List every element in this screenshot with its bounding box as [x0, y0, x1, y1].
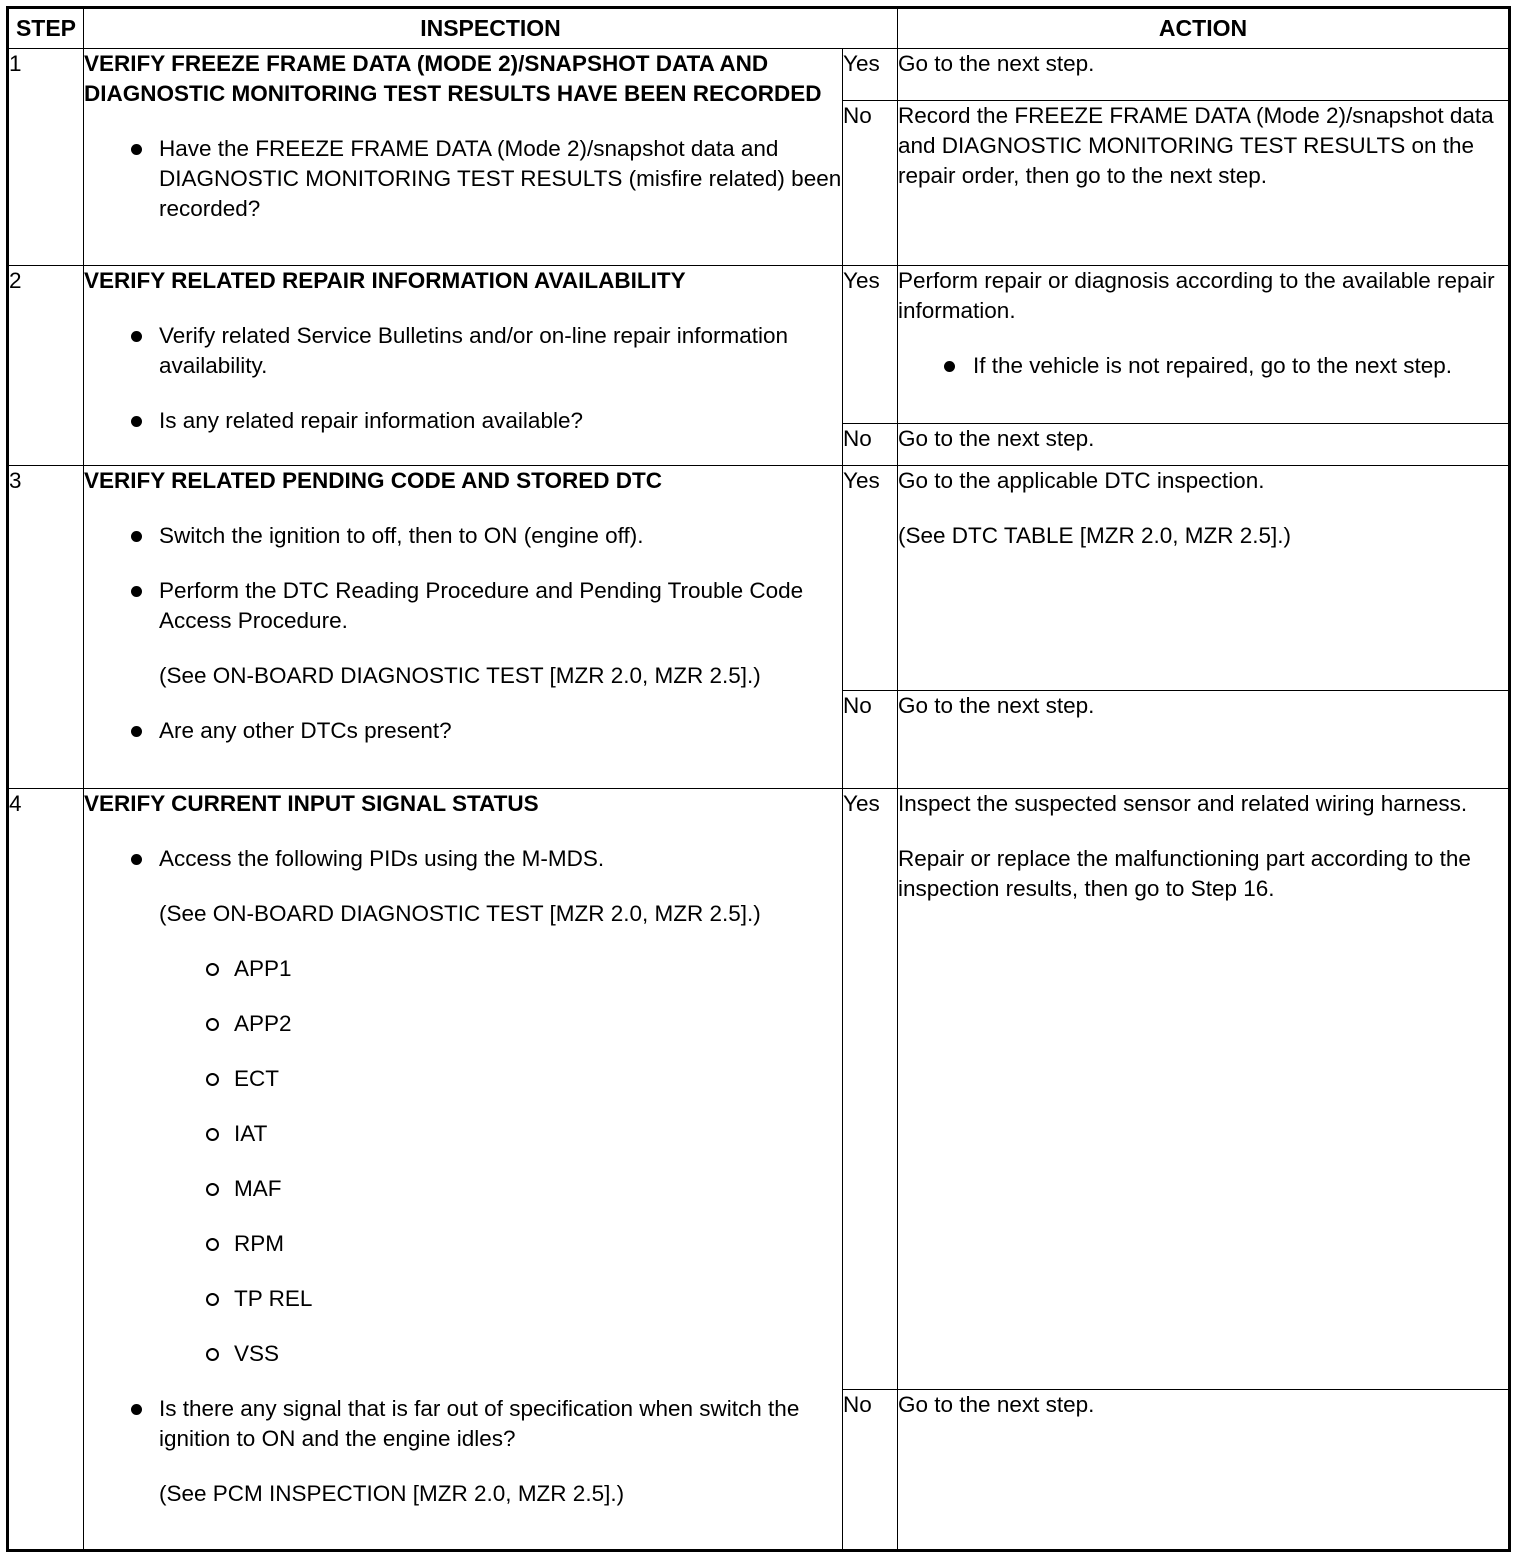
step-3-yes-row — [8, 465, 1510, 690]
bullet-item: Is any related repair information available? — [84, 406, 842, 436]
no-action: Go to the next step. — [898, 1389, 1510, 1550]
no-label: No — [843, 1389, 898, 1550]
step-number: 2 — [8, 266, 84, 465]
step-number: 3 — [8, 465, 84, 788]
step-4-yes-row — [8, 788, 1510, 1389]
see-reference: (See ON-BOARD DIAGNOSTIC TEST [MZR 2.0, MZR 2.5].) — [159, 662, 761, 688]
yes-action-cell — [898, 266, 1510, 423]
yes-action: Inspect the suspected sensor and related wiring harness. — [898, 790, 1468, 816]
yes-action-cell — [898, 788, 1510, 1389]
yes-label: Yes — [843, 49, 898, 101]
pid-item: VSS — [84, 1339, 842, 1369]
step-1-inspection — [84, 49, 843, 266]
pid-item: RPM — [84, 1229, 842, 1259]
yes-action-detail: Repair or replace the malfunctioning part according to the inspection results, then go to Step 16. — [898, 845, 1471, 901]
no-label: No — [843, 423, 898, 465]
pid-item: TP REL — [84, 1284, 842, 1314]
no-action: Go to the next step. — [898, 423, 1510, 465]
see-reference: (See ON-BOARD DIAGNOSTIC TEST [MZR 2.0, MZR 2.5].) — [159, 900, 761, 926]
yes-action: Go to the next step. — [898, 49, 1510, 101]
diagnostic-table — [6, 6, 1511, 1552]
no-label: No — [843, 101, 898, 266]
step-2-inspection — [84, 266, 843, 465]
pid-item: MAF — [84, 1174, 842, 1204]
yes-label: Yes — [843, 266, 898, 423]
pid-item: APP2 — [84, 1009, 842, 1039]
see-reference: (See DTC TABLE [MZR 2.0, MZR 2.5].) — [898, 522, 1292, 548]
step-1-yes-row — [8, 49, 1510, 101]
header-row — [8, 8, 1510, 49]
bullet-item: Are any other DTCs present? — [84, 716, 842, 746]
bullet-item: Switch the ignition to off, then to ON (engine off). — [84, 521, 842, 551]
step-title: VERIFY RELATED PENDING CODE AND STORED DTC — [84, 467, 662, 493]
yes-action: Perform repair or diagnosis according to the available repair information. — [898, 268, 1495, 324]
step-3-inspection — [84, 465, 843, 788]
see-reference: (See PCM INSPECTION [MZR 2.0, MZR 2.5].) — [159, 1480, 625, 1506]
bullet-item: Perform the DTC Reading Procedure and Pending Trouble Code Access Procedure. — [84, 576, 842, 636]
yes-label: Yes — [843, 465, 898, 690]
pid-item: APP1 — [84, 954, 842, 984]
bullet-item: Is there any signal that is far out of specification when switch the ignition to ON and the engine idles? — [84, 1394, 842, 1454]
step-title: VERIFY CURRENT INPUT SIGNAL STATUS — [84, 790, 539, 816]
step-number: 4 — [8, 788, 84, 1550]
no-action: Record the FREEZE FRAME DATA (Mode 2)/snapshot data and DIAGNOSTIC MONITORING TEST RESULTS on the repair order, then go to the next step. — [898, 101, 1510, 266]
header-action: ACTION — [898, 8, 1510, 49]
header-step: STEP — [8, 8, 84, 49]
step-4-inspection — [84, 788, 843, 1550]
no-label: No — [843, 690, 898, 788]
action-bullet: If the vehicle is not repaired, go to the next step. — [898, 351, 1508, 381]
step-title: VERIFY FREEZE FRAME DATA (MODE 2)/SNAPSHOT DATA AND DIAGNOSTIC MONITORING TEST RESULTS HAVE BEEN RECORDED — [84, 51, 822, 107]
no-action: Go to the next step. — [898, 690, 1510, 788]
step-2-yes-row — [8, 266, 1510, 423]
bullet-item: Verify related Service Bulletins and/or on-line repair information availability. — [84, 321, 842, 381]
step-title: VERIFY RELATED REPAIR INFORMATION AVAILABILITY — [84, 268, 686, 294]
yes-action: Go to the applicable DTC inspection. — [898, 467, 1265, 493]
yes-label: Yes — [843, 788, 898, 1389]
header-inspection: INSPECTION — [84, 8, 898, 49]
bullet-item: Access the following PIDs using the M-MDS. — [84, 844, 842, 874]
bullet-item: Have the FREEZE FRAME DATA (Mode 2)/snapshot data and DIAGNOSTIC MONITORING TEST RESULTS (misfire related) been recorded? — [84, 134, 842, 224]
yes-action-cell — [898, 465, 1510, 690]
step-number: 1 — [8, 49, 84, 266]
pid-item: IAT — [84, 1119, 842, 1149]
pid-item: ECT — [84, 1064, 842, 1094]
